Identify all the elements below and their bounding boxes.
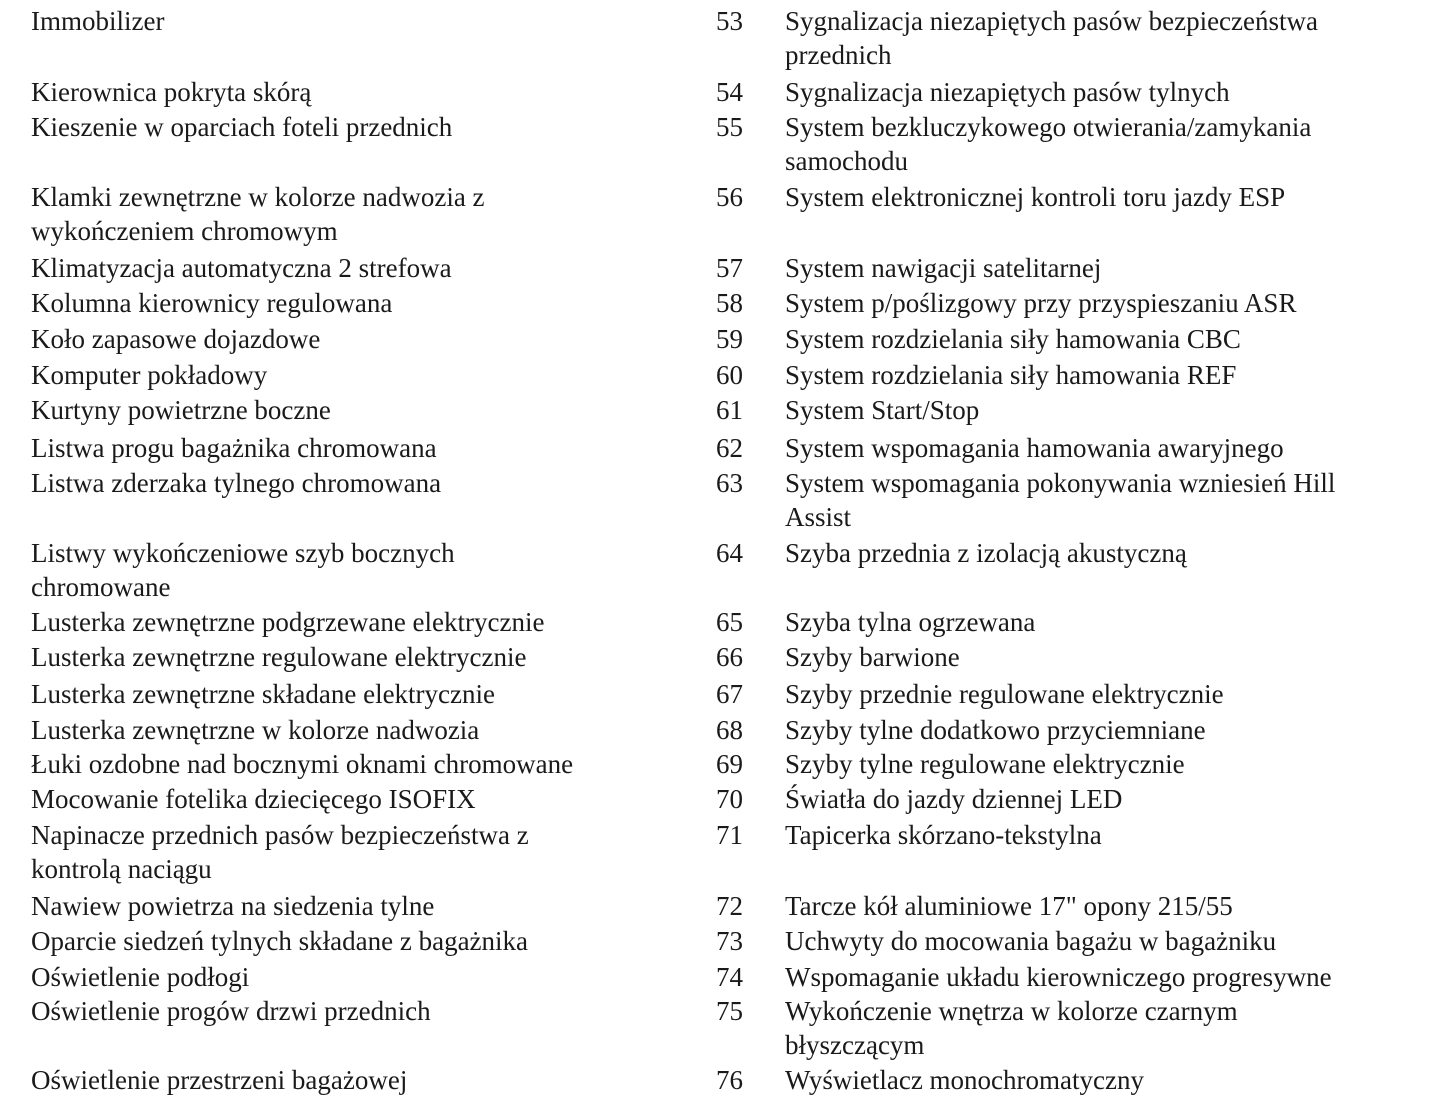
item-number: 67 [716, 679, 743, 709]
item-number: 57 [716, 253, 743, 283]
left-item: Lusterka zewnętrzne regulowane elektrycznie [31, 642, 527, 672]
left-item: Lusterka zewnętrzne w kolorze nadwozia [31, 715, 480, 745]
left-item: Kierownica pokryta skórą [31, 77, 312, 107]
left-item: Oparcie siedzeń tylnych składane z bagażnika [31, 926, 529, 956]
right-item: Szyby barwione [785, 642, 960, 672]
left-item: Klimatyzacja automatyczna 2 strefowa [31, 253, 452, 283]
right-item: System elektronicznej kontroli toru jazdy ESP [785, 182, 1286, 212]
right-item: Wykończenie wnętrza w kolorze czarnym błyszczącym [785, 996, 1238, 1060]
left-item: Komputer pokładowy [31, 360, 268, 390]
item-number: 71 [716, 820, 743, 850]
item-number: 74 [716, 962, 743, 992]
right-item: Sygnalizacja niezapiętych pasów bezpieczeństwa przednich [785, 6, 1318, 70]
item-number: 69 [716, 749, 743, 779]
left-item: Lusterka zewnętrzne składane elektrycznie [31, 679, 495, 709]
item-number: 58 [716, 288, 743, 318]
left-item: Napinacze przednich pasów bezpieczeństwa z kontrolą naciągu [31, 820, 529, 884]
item-number: 59 [716, 324, 743, 354]
left-item: Mocowanie fotelika dziecięcego ISOFIX [31, 784, 476, 814]
item-number: 72 [716, 891, 743, 921]
right-item: Światła do jazdy dziennej LED [785, 784, 1123, 814]
item-number: 65 [716, 607, 743, 637]
item-number: 76 [716, 1065, 743, 1095]
item-number: 61 [716, 395, 743, 425]
item-number: 63 [716, 468, 743, 498]
right-item: Szyba tylna ogrzewana [785, 607, 1036, 637]
right-item: Tarcze kół aluminiowe 17" opony 215/55 [785, 891, 1233, 921]
left-item: Listwy wykończeniowe szyb bocznych chromowane [31, 538, 455, 602]
item-number: 55 [716, 112, 743, 142]
right-item: Szyba przednia z izolacją akustyczną [785, 538, 1187, 568]
left-item: Oświetlenie podłogi [31, 962, 250, 992]
item-number: 70 [716, 784, 743, 814]
left-item: Nawiew powietrza na siedzenia tylne [31, 891, 435, 921]
right-item: Szyby przednie regulowane elektrycznie [785, 679, 1224, 709]
right-item: System nawigacji satelitarnej [785, 253, 1102, 283]
left-item: Lusterka zewnętrzne podgrzewane elektrycznie [31, 607, 545, 637]
item-number: 53 [716, 6, 743, 36]
left-item: Oświetlenie przestrzeni bagażowej [31, 1065, 408, 1095]
left-item: Listwa progu bagażnika chromowana [31, 433, 437, 463]
left-item: Kurtyny powietrzne boczne [31, 395, 331, 425]
right-item: System Start/Stop [785, 395, 980, 425]
right-item: System rozdzielania siły hamowania REF [785, 360, 1237, 390]
right-item: System p/poślizgowy przy przyspieszaniu ASR [785, 288, 1297, 318]
right-item: System rozdzielania siły hamowania CBC [785, 324, 1241, 354]
item-number: 54 [716, 77, 743, 107]
left-item: Koło zapasowe dojazdowe [31, 324, 321, 354]
right-item: Tapicerka skórzano-tekstylna [785, 820, 1102, 850]
right-item: Szyby tylne regulowane elektrycznie [785, 749, 1185, 779]
right-item: Szyby tylne dodatkowo przyciemniane [785, 715, 1206, 745]
item-number: 66 [716, 642, 743, 672]
left-item: Kolumna kierownicy regulowana [31, 288, 393, 318]
item-number: 60 [716, 360, 743, 390]
left-item: Listwa zderzaka tylnego chromowana [31, 468, 442, 498]
right-item: Wyświetlacz monochromatyczny [785, 1065, 1144, 1095]
item-number: 56 [716, 182, 743, 212]
item-number: 75 [716, 996, 743, 1026]
right-item: System bezkluczykowego otwierania/zamykania samochodu [785, 112, 1312, 176]
left-item: Łuki ozdobne nad bocznymi oknami chromowane [31, 749, 574, 779]
left-item: Kieszenie w oparciach foteli przednich [31, 112, 453, 142]
item-number: 64 [716, 538, 743, 568]
left-item: Klamki zewnętrzne w kolorze nadwozia z wykończeniem chromowym [31, 182, 485, 246]
right-item: Wspomaganie układu kierowniczego progresywne [785, 962, 1332, 992]
right-item: Uchwyty do mocowania bagażu w bagażniku [785, 926, 1277, 956]
left-item: Oświetlenie progów drzwi przednich [31, 996, 431, 1026]
item-number: 68 [716, 715, 743, 745]
item-number: 62 [716, 433, 743, 463]
right-item: System wspomagania hamowania awaryjnego [785, 433, 1284, 463]
right-item: System wspomagania pokonywania wzniesień Hill Assist [785, 468, 1336, 532]
left-item: Immobilizer [31, 6, 165, 36]
right-item: Sygnalizacja niezapiętych pasów tylnych [785, 77, 1230, 107]
item-number: 73 [716, 926, 743, 956]
